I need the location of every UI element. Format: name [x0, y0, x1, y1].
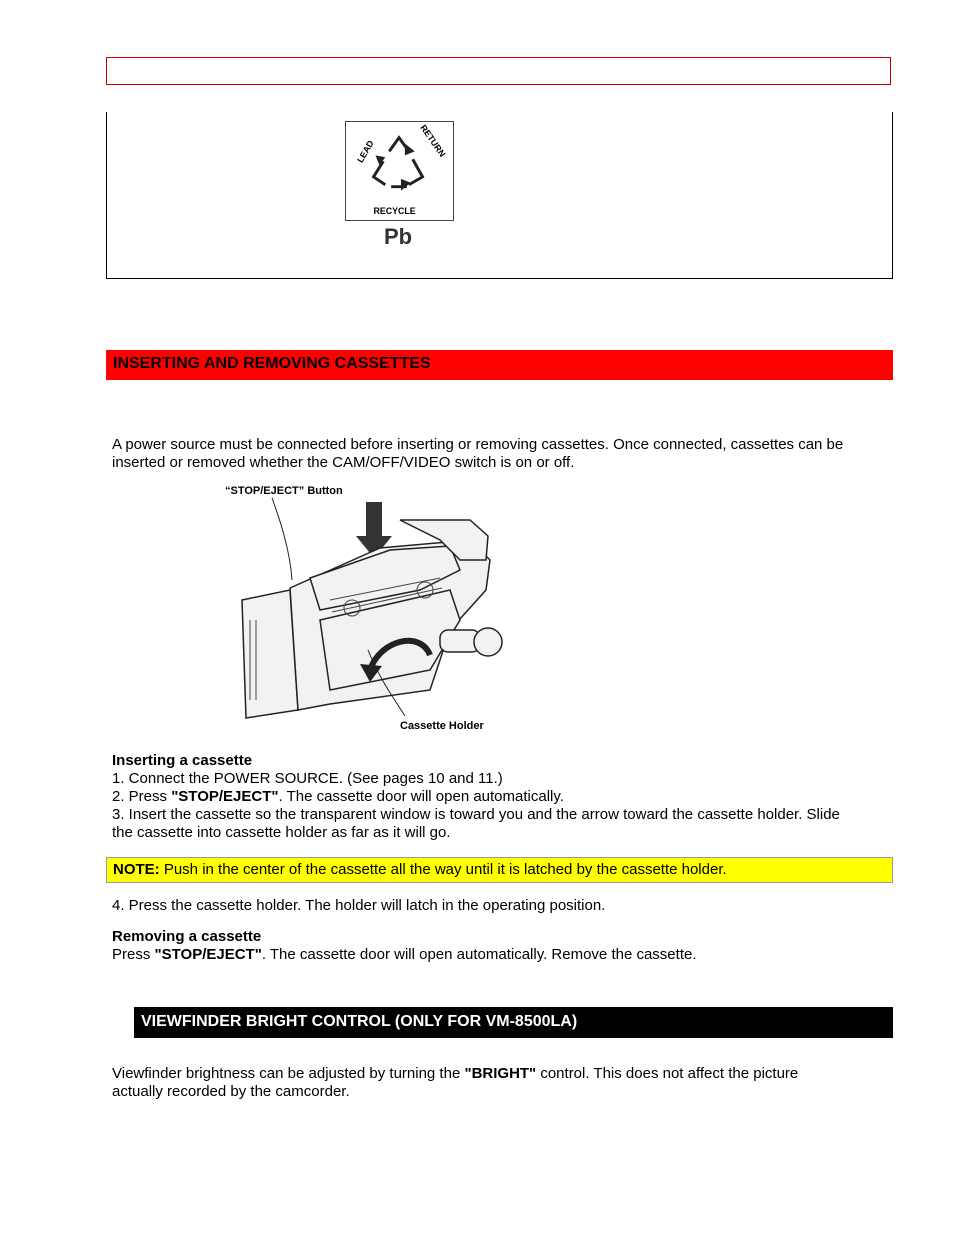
viewfinder-line-2: actually recorded by the camcorder. — [112, 1083, 350, 1100]
inserting-title: Inserting a cassette — [112, 752, 253, 769]
step-2-suffix: . The cassette door will open automatically. — [278, 788, 564, 805]
removing-button-name: "STOP/EJECT" — [154, 946, 262, 963]
removing-text — [112, 946, 887, 964]
step-3-line-2: the cassette into cassette holder as far as it will go. — [112, 824, 451, 841]
removing-prefix: Press — [112, 946, 155, 963]
viewfinder-suffix: control. This does not affect the picture — [536, 1065, 799, 1082]
step-2-button-name: "STOP/EJECT" — [171, 788, 279, 805]
step-2-prefix: 2. Press — [112, 788, 172, 805]
step-1: 1. Connect the POWER SOURCE. (See pages 10 and 11.) — [112, 770, 503, 787]
note-label: NOTE: — [113, 861, 160, 878]
removing-title: Removing a cassette — [112, 928, 262, 945]
camcorder-cassette-figure — [220, 480, 510, 735]
recycle-notice-box — [106, 112, 893, 279]
logo-lead-text: LEAD — [355, 138, 376, 165]
bright-control-name: "BRIGHT" — [464, 1065, 537, 1082]
logo-recycle-text: RECYCLE — [373, 206, 416, 217]
step-4: 4. Press the cassette holder. The holder will latch in the operating position. — [112, 897, 606, 914]
stop-eject-label: “STOP/EJECT” Button — [225, 485, 343, 497]
step-2 — [112, 788, 887, 806]
camcorder-illustration — [220, 480, 510, 735]
section-heading-inserting: INSERTING AND REMOVING CASSETTES — [106, 350, 893, 380]
section-heading-viewfinder: VIEWFINDER BRIGHT CONTROL (ONLY FOR VM-8500LA) — [134, 1007, 893, 1038]
lead-recycle-logo — [345, 121, 454, 221]
logo-return-text: RETURN — [418, 122, 448, 159]
removing-suffix: . The cassette door will open automatically. Remove the cassette. — [261, 946, 697, 963]
note-text: Push in the center of the cassette all the way until it is latched by the cassette holder. — [159, 861, 727, 878]
intro-paragraph — [112, 436, 887, 472]
viewfinder-line-1 — [112, 1065, 887, 1083]
viewfinder-prefix: Viewfinder brightness can be adjusted by turning the — [112, 1065, 465, 1082]
intro-line-2: inserted or removed whether the CAM/OFF/VIDEO switch is on or off. — [112, 454, 575, 471]
inserting-steps — [112, 752, 887, 842]
header-bar — [106, 57, 891, 85]
recycle-icon — [346, 122, 453, 220]
step-3-line-1: 3. Insert the cassette so the transparent window is toward you and the arrow toward the cassette holder. Slide — [112, 806, 840, 823]
cassette-holder-label: Cassette Holder — [400, 720, 484, 732]
note-box — [106, 857, 893, 883]
viewfinder-paragraph — [112, 1065, 887, 1101]
removing-section — [112, 928, 887, 964]
lead-symbol: Pb — [384, 224, 413, 249]
intro-line-1: A power source must be connected before inserting or removing cassettes. Once connected, cassettes can be — [112, 436, 844, 453]
